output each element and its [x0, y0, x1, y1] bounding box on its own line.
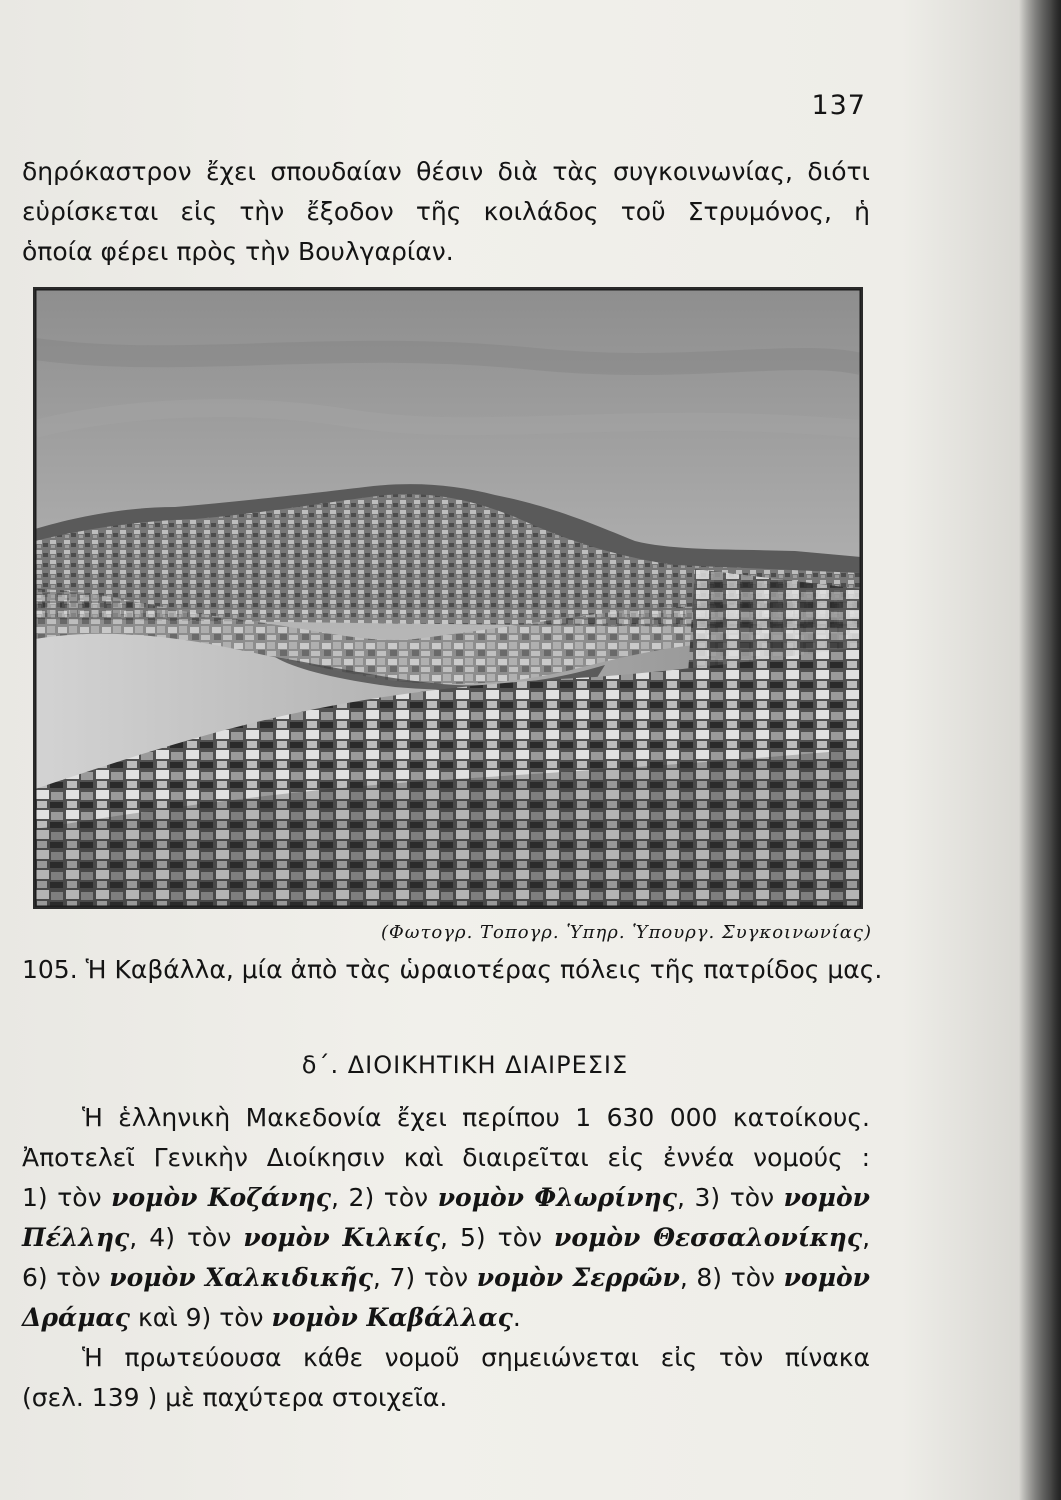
prefecture-name: Πέλλης	[22, 1223, 130, 1252]
body-line: Ἀποτελεῖ Γενικὴν Διοίκησιν καὶ διαιρεῖται εἰς ἐννέα νομούς :	[22, 1143, 870, 1172]
page-number: 137	[811, 90, 866, 121]
text-run: καὶ 9) τὸν	[130, 1303, 272, 1332]
intro-line: εὑρίσκεται εἰς τὴν ἔξοδον τῆς κοιλάδος τοῦ Στρυμόνος, ἡ	[22, 197, 870, 226]
figure-caption: 105. Ἡ Καβάλλα, μία ἀπὸ τὰς ὡραιοτέρας πόλεις τῆς πατρίδος μας.	[22, 955, 883, 984]
kavala-photo-illustration	[35, 289, 861, 907]
text-run: , 7) τὸν	[372, 1263, 477, 1292]
page-binding-shadow	[1019, 0, 1061, 1500]
body-line	[22, 1298, 870, 1338]
text-run: , 8) τὸν	[679, 1263, 784, 1292]
prefecture-name: νομὸν	[783, 1183, 870, 1212]
text-run: ,	[862, 1223, 871, 1252]
text-run: , 4) τὸν	[129, 1223, 244, 1252]
prefecture-name: νομὸν Θεσσαλονίκης	[554, 1223, 863, 1252]
body-line: Ἡ ἑλληνικὴ Μακεδονία ἔχει περίπου 1 630 000 κατοίκους.	[82, 1103, 870, 1132]
prefecture-name: νομὸν Χαλκιδικῆς	[109, 1263, 373, 1292]
prefecture-name: νομὸν Κοζάνης	[111, 1183, 332, 1212]
intro-line: ὁποία φέρει πρὸς τὴν Βουλγαρίαν.	[22, 237, 454, 266]
body-line	[22, 1218, 870, 1258]
body-paragraph	[22, 1098, 870, 1418]
body-line	[22, 1178, 870, 1218]
body-line: Ἡ πρωτεύουσα κάθε νομοῦ σημειώνεται εἰς τὸν πίνακα	[82, 1343, 870, 1372]
prefecture-name: νομὸν	[783, 1263, 871, 1292]
intro-paragraph	[22, 152, 870, 272]
body-line: (σελ. 139 ) μὲ παχύτερα στοιχεῖα.	[22, 1383, 448, 1412]
prefecture-name: νομὸν Σερρῶν	[476, 1263, 680, 1292]
photo-credit: (Φωτογρ. Τοπογρ. Ὑπηρ. Ὑπουργ. Συγκοινωνίας)	[381, 922, 872, 943]
text-run: .	[512, 1303, 521, 1332]
text-run: 1) τὸν	[22, 1183, 112, 1212]
prefecture-name: νομὸν Κιλκίς	[243, 1223, 440, 1252]
body-line	[22, 1258, 870, 1298]
kavala-photograph	[33, 287, 863, 909]
text-run: , 3) τὸν	[676, 1183, 784, 1212]
prefecture-name: Δράμας	[22, 1303, 131, 1332]
text-run: , 2) τὸν	[331, 1183, 438, 1212]
prefecture-name: νομὸν Καβάλλας	[271, 1303, 513, 1332]
text-run: , 5) τὸν	[439, 1223, 555, 1252]
prefecture-name: νομὸν Φλωρίνης	[437, 1183, 677, 1212]
text-run: 6) τὸν	[22, 1263, 110, 1292]
section-heading: δ΄. ΔΙΟΙΚΗΤΙΚΗ ΔΙΑΙΡΕΣΙΣ	[301, 1051, 629, 1079]
intro-line: δηρόκαστρον ἔχει σπουδαίαν θέσιν διὰ τὰς συγκοινωνίας, διότι	[22, 157, 870, 186]
